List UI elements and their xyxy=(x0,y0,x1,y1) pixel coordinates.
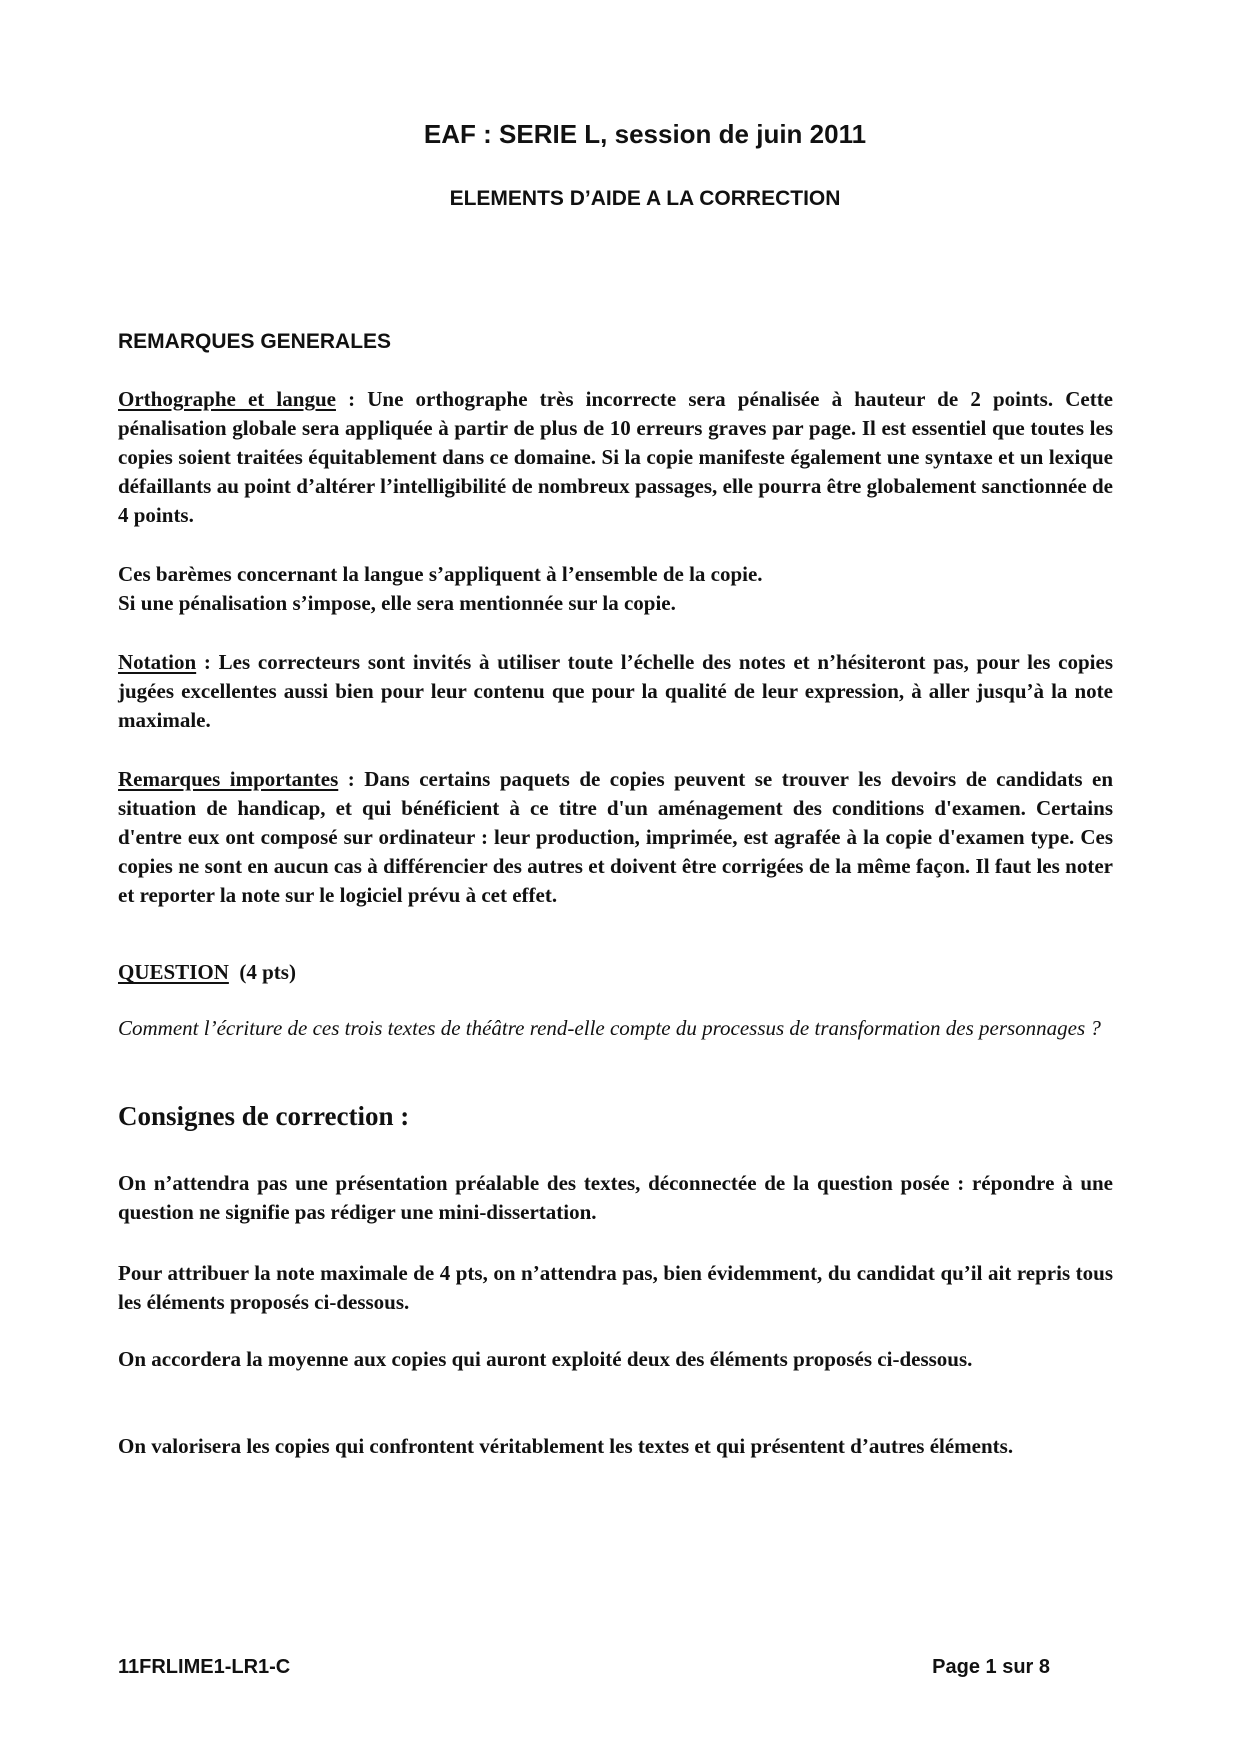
question-label: QUESTION xyxy=(118,960,229,984)
consignes-paragraph-3 xyxy=(118,1345,1113,1374)
question-heading xyxy=(118,958,1113,987)
orthographe-label: Orthographe et langue xyxy=(118,387,336,411)
question-text-content: Comment l’écriture de ces trois textes de théâtre rend-elle compte du processus de transformation des personnages ? xyxy=(118,1016,1101,1040)
consignes-text-4: On valorisera les copies qui confrontent véritablement les textes et qui présentent d’autres éléments. xyxy=(118,1434,1014,1458)
consignes-text-3: On accordera la moyenne aux copies qui auront exploité deux des éléments proposés ci-dessous. xyxy=(118,1347,973,1371)
consignes-text-1: On n’attendra pas une présentation préalable des textes, déconnectée de la question posée : répondre à une question ne signifie pas rédiger une mini-dissertation. xyxy=(118,1171,1113,1224)
notation-text: : Les correcteurs sont invités à utiliser toute l’échelle des notes et n’hésiteront pas, pour les copies jugées excellentes aussi bien pour leur contenu que pour la qualité de leur expression, à aller jusqu’à la note maximale. xyxy=(118,650,1113,732)
remarques-paragraph xyxy=(118,765,1113,910)
notation-paragraph xyxy=(118,648,1113,735)
consignes-text-2: Pour attribuer la note maximale de 4 pts, on n’attendra pas, bien évidemment, du candidat qu’il ait repris tous les éléments proposés ci-dessous. xyxy=(118,1261,1113,1314)
question-points: (4 pts) xyxy=(228,960,296,984)
baremes-line-1: Ces barèmes concernant la langue s’appliquent à l’ensemble de la copie. xyxy=(118,562,763,586)
baremes-paragraph xyxy=(118,560,1113,618)
remarques-text: : Dans certains paquets de copies peuvent se trouver les devoirs de candidats en situation de handicap, et qui bénéficient à ce titre d'un aménagement des conditions d'examen. Certains d'entre eux ont composé sur ordinateur : leur production, imprimée, est agrafée à la copie d'examen type. Ces copies ne sont en aucun cas à différencier des autres et doivent être corrigées de la même façon. Il faut les noter et reporter la note sur le logiciel prévu à cet effet. xyxy=(118,767,1114,907)
remarques-label: Remarques importantes xyxy=(118,767,339,791)
orthographe-paragraph xyxy=(118,385,1113,530)
consignes-heading: Consignes de correction : xyxy=(118,1101,410,1131)
consignes-paragraph-4 xyxy=(118,1432,1113,1461)
consignes-paragraph-2 xyxy=(118,1259,1113,1317)
question-text xyxy=(118,1014,1113,1043)
footer-page-number: Page 1 sur 8 xyxy=(932,1656,1050,1678)
document-title: EAF : SERIE L, session de juin 2011 xyxy=(423,119,867,149)
orthographe-text: : Une orthographe très incorrecte sera pénalisée à hauteur de 2 points. Cette pénalisation globale sera appliquée à partir de plus de 10 erreurs graves par page. Il est essentiel que toutes les copies soient traitées équitablement dans ce domaine. Si la copie manifeste également une syntaxe et un lexique défaillants au point d’altérer l’intelligibilité de nombreux passages, elle pourra être globalement sanctionnée de 4 points. xyxy=(118,387,1114,527)
footer-code: 11FRLIME1-LR1-C xyxy=(118,1656,291,1678)
notation-label: Notation xyxy=(118,650,197,674)
general-remarks-heading: REMARQUES GENERALES xyxy=(118,330,392,353)
baremes-line-2: Si une pénalisation s’impose, elle sera mentionnée sur la copie. xyxy=(118,591,676,615)
document-subtitle: ELEMENTS D’AIDE A LA CORRECTION xyxy=(449,187,841,210)
consignes-paragraph-1 xyxy=(118,1169,1113,1227)
